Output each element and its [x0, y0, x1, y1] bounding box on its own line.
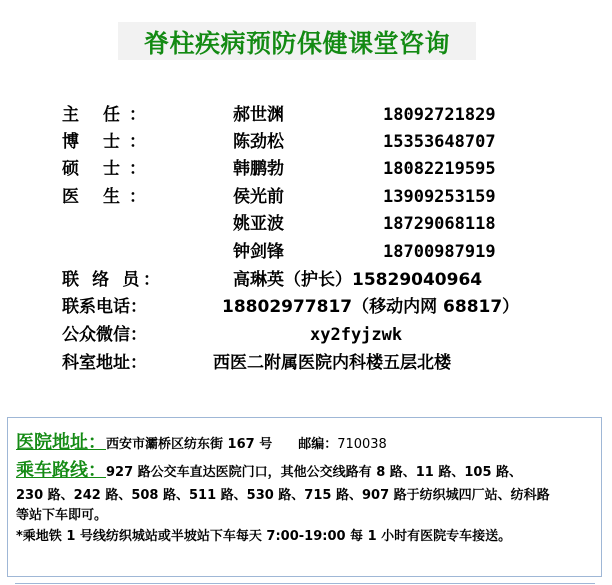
bottom-divider: [15, 583, 595, 584]
liaison-label: 联 络 员：: [62, 270, 160, 290]
staff-name: 陈劲松: [233, 132, 284, 152]
staff-phone: 18729068118: [383, 214, 496, 234]
address-label: 科室地址：: [62, 353, 147, 373]
address-value: 西医二附属医院内科楼五层北楼: [213, 353, 451, 373]
liaison-row: [0, 267, 612, 294]
page-title: 脊柱疾病预防保健课堂咨询: [143, 29, 450, 58]
hospital-address-line: [16, 428, 387, 454]
staff-phone: 15353648707: [383, 132, 496, 152]
staff-role: 硕 士：: [62, 159, 146, 179]
staff-row: [0, 239, 612, 266]
staff-role: 医 生：: [62, 187, 146, 207]
staff-phone: 18700987919: [383, 242, 496, 262]
staff-name: 姚亚波: [233, 214, 284, 234]
staff-role: 博 士：: [62, 132, 146, 152]
directions-box: [7, 417, 602, 577]
wechat-row: [0, 322, 612, 349]
route-text-1: 927 路公交车直达医院门口，其他公交线路有 8 路、11 路、105 路、: [106, 465, 523, 480]
staff-row: [0, 102, 612, 129]
staff-name: 韩鹏勃: [233, 159, 284, 179]
staff-row: [0, 211, 612, 238]
staff-name: 钟剑锋: [233, 242, 284, 262]
staff-row: [0, 129, 612, 156]
contact-phone-row: [0, 294, 612, 321]
route-line-3: 等站下车即可。: [16, 508, 108, 523]
wechat-value: xy2fyjzwk: [310, 325, 403, 345]
contact-phone-label: 联系电话：: [62, 297, 147, 317]
staff-phone: 18092721829: [383, 105, 496, 125]
staff-name: 侯光前: [233, 187, 284, 207]
route-line-1: [16, 456, 522, 482]
staff-phone: 13909253159: [383, 187, 496, 207]
wechat-label: 公众微信：: [62, 325, 147, 345]
staff-row: [0, 156, 612, 183]
route-line-2: 230 路、242 路、508 路、511 路、530 路、715 路、907 路于纺织城四厂站、纺科路: [16, 488, 550, 503]
hospital-address-text: 西安市灞桥区纺东街 167 号 邮编：: [106, 437, 338, 452]
hospital-address-heading: 医院地址：: [16, 432, 106, 453]
staff-phone: 18082219595: [383, 159, 496, 179]
staff-role: 主 任：: [62, 105, 146, 125]
route-line-4: *乘地铁 1 号线纺织城站或半坡站下车每天 7:00-19:00 每 1 小时有医院专车接送。: [16, 529, 512, 544]
route-heading: 乘车路线：: [16, 460, 106, 481]
staff-name: 郝世渊: [233, 105, 284, 125]
liaison-value: 高琳英（护长）15829040964: [233, 270, 483, 290]
staff-row: [0, 184, 612, 211]
postcode: 710038: [337, 437, 387, 452]
contact-phone-value: 18802977817（移动内网 68817）: [222, 297, 520, 317]
address-row: [0, 350, 612, 377]
